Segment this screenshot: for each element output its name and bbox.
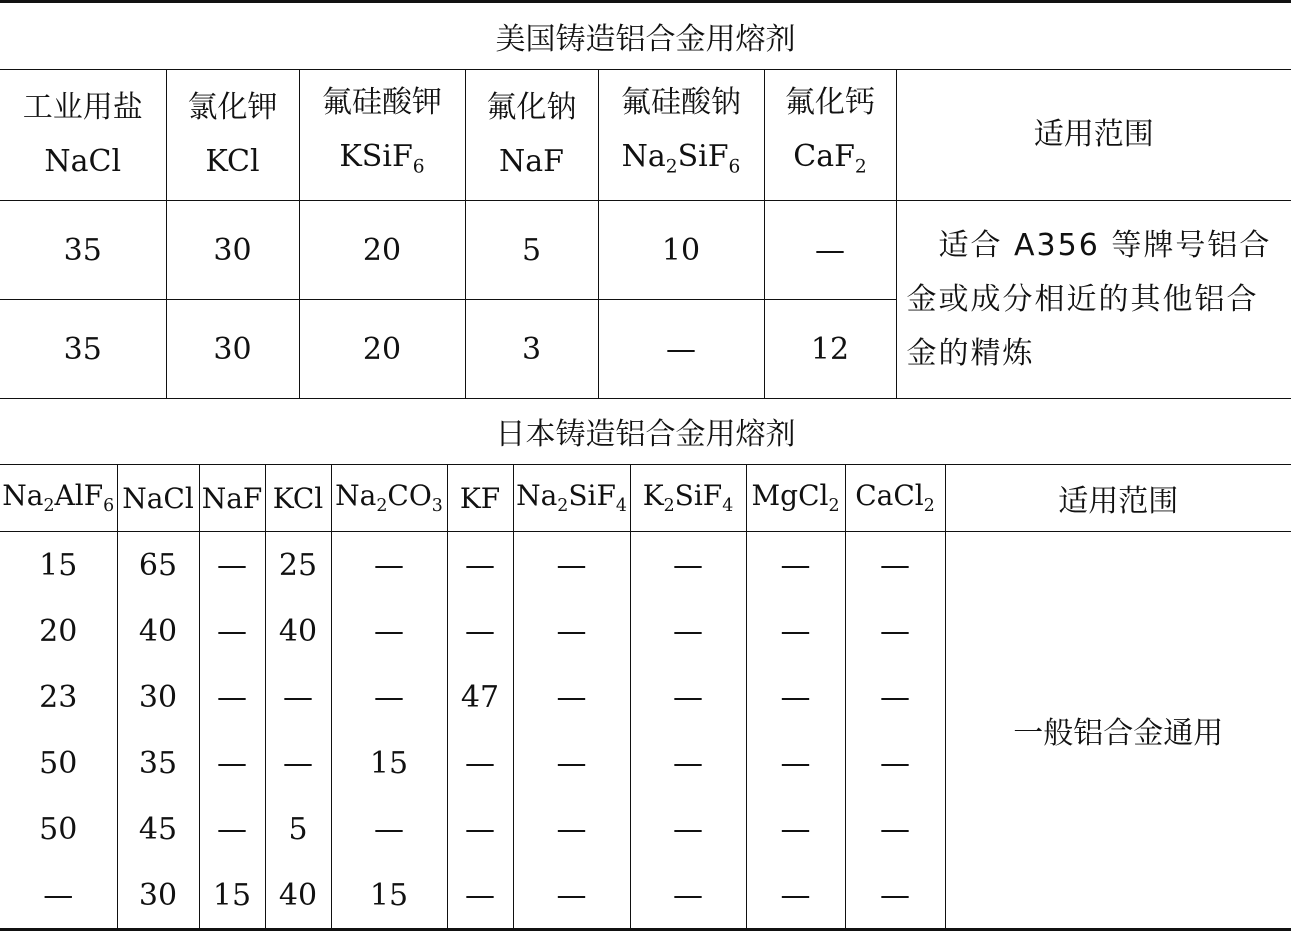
scope-line: 适合 A356 等牌号铝合 [938,227,1272,263]
formula-text: AlF [54,479,104,513]
table-cell: — [746,664,845,730]
formula-text: KSiF [339,138,413,174]
us-col-header-cn: 氟硅酸钠 [621,84,741,120]
table-cell: — [331,796,447,862]
table-cell: 15 [0,532,117,599]
jp-col-header [630,465,746,532]
jp-table-caption: 日本铸造铝合金用熔剂 [0,398,1291,465]
formula-text: KCl [272,481,324,515]
table-cell: 5 [265,796,331,862]
jp-col-header [117,465,199,532]
table-cell: — [265,730,331,796]
table-cell: — [746,862,845,930]
us-scope-header: 适用范围 [896,70,1291,201]
table-cell: — [746,598,845,664]
formula-subscript: 3 [431,496,443,517]
table-cell: — [513,532,630,599]
table-cell: 65 [117,532,199,599]
table-cell: 30 [166,201,299,300]
table-cell: 15 [331,730,447,796]
table-cell: 5 [465,201,598,300]
formula-text: Na [621,138,666,174]
table-cell: 20 [0,598,117,664]
formula-text: SiF [677,138,729,174]
table-cell: 10 [598,201,764,300]
table-cell: 25 [265,532,331,599]
table-cell: 50 [0,730,117,796]
us-table-caption: 美国铸造铝合金用熔剂 [0,2,1291,70]
us-col-header-formula [765,130,896,195]
table-cell: — [447,862,513,930]
table-cell: — [331,532,447,599]
table-cell: — [845,664,945,730]
jp-table-body [0,532,1291,930]
table-cell: — [199,730,265,796]
table-cell: — [199,796,265,862]
jp-col-header [199,465,265,532]
formula-subscript: 2 [665,156,678,178]
formula-subscript: 6 [103,496,115,517]
table-cell: — [199,532,265,599]
us-col-header-formula [300,130,465,195]
table-cell: 40 [265,862,331,930]
formula-subscript: 4 [722,496,734,517]
formula-text: Na [516,479,558,513]
us-col-header [0,70,166,201]
formula-text: KF [459,481,501,515]
table-cell: — [513,730,630,796]
us-scope-cell [896,201,1291,399]
formula-subscript: 2 [376,496,388,517]
formula-text: CO [387,479,432,513]
table-cell: — [630,730,746,796]
table-cell: — [630,862,746,930]
scope-line: 金的精炼 [906,335,1035,371]
formula-text: CaF [793,138,855,174]
jp-col-header [447,465,513,532]
table-cell: — [265,664,331,730]
formula-text: NaF [201,481,263,515]
us-col-header-cn: 氟硅酸钾 [322,84,442,120]
us-col-header [299,70,465,201]
table-cell: 20 [299,300,465,399]
table-cell: — [630,598,746,664]
formula-text: Na [2,479,44,513]
us-col-header-formula: NaF [499,144,564,179]
table-cell: — [0,862,117,930]
us-col-header-formula: NaCl [44,144,122,179]
table-cell: 30 [166,300,299,399]
us-col-header-formula: KCl [205,144,260,179]
formula-text: Na [335,479,377,513]
table-cell: 40 [117,598,199,664]
table-cell: — [331,664,447,730]
jp-col-header [513,465,630,532]
table-cell: — [845,598,945,664]
table-cell: 47 [447,664,513,730]
table-cell: — [630,532,746,599]
table-cell: — [447,532,513,599]
us-flux-table [0,0,1291,399]
jp-col-header [265,465,331,532]
table-cell: — [845,862,945,930]
formula-text: MgCl [751,479,829,513]
jp-col-header [845,465,945,532]
table-cell: — [845,730,945,796]
jp-col-header [746,465,845,532]
table-cell: 50 [0,796,117,862]
table-cell: 23 [0,664,117,730]
table-cell: 40 [265,598,331,664]
us-col-header [465,70,598,201]
table-cell: — [447,730,513,796]
formula-subscript: 2 [663,496,675,517]
table-row [0,532,1291,599]
jp-col-header [331,465,447,532]
table-cell: 35 [117,730,199,796]
table-cell: — [199,598,265,664]
table-cell: — [630,796,746,862]
us-col-header-formula [599,130,764,195]
table-cell: 45 [117,796,199,862]
formula-subscript: 2 [828,496,840,517]
table-cell: — [513,664,630,730]
table-cell: — [746,532,845,599]
table-cell: 35 [0,201,166,300]
table-cell: — [746,730,845,796]
formula-subscript: 4 [615,496,627,517]
table-cell: — [447,796,513,862]
table-cell: — [513,796,630,862]
us-col-header [598,70,764,201]
us-col-header [764,70,896,201]
us-col-header-cn: 氟化钠 [486,90,577,125]
jp-flux-table [0,398,1291,931]
table-cell: 12 [764,300,896,399]
formula-text: SiF [568,479,616,513]
formula-subscript: 2 [923,496,935,517]
jp-scope-cell: 一般铝合金通用 [945,532,1291,930]
formula-text: SiF [674,479,723,513]
formula-text: K [642,479,664,513]
table-cell: 3 [465,300,598,399]
scope-line: 金或成分相近的其他铝合 [906,281,1259,317]
us-col-header-cn: 氯化钾 [187,90,278,125]
formula-text: NaCl [122,481,194,515]
table-cell: — [199,664,265,730]
table-cell: 15 [199,862,265,930]
table-cell: — [845,796,945,862]
us-col-header [166,70,299,201]
jp-scope-header: 适用范围 [945,465,1291,532]
formula-text: CaCl [855,479,924,513]
formula-subscript: 6 [412,156,425,178]
formula-subscript: 2 [557,496,569,517]
table-cell: — [447,598,513,664]
table-cell: — [630,664,746,730]
us-col-header-cn: 氟化钙 [785,84,875,120]
table-cell: — [764,201,896,300]
table-cell: — [598,300,764,399]
jp-col-header [0,465,117,532]
table-cell: — [746,796,845,862]
table-cell: — [513,598,630,664]
formula-subscript: 6 [728,156,741,178]
table-cell: 35 [0,300,166,399]
table-cell: 15 [331,862,447,930]
table-cell: — [513,862,630,930]
table-cell: — [331,598,447,664]
table-cell: — [845,532,945,599]
us-col-header-cn: 工业用盐 [22,90,143,125]
formula-subscript: 2 [43,496,55,517]
table-cell: 20 [299,201,465,300]
formula-subscript: 2 [854,156,867,178]
table-cell: 30 [117,862,199,930]
table-row [0,201,1291,300]
table-cell: 30 [117,664,199,730]
